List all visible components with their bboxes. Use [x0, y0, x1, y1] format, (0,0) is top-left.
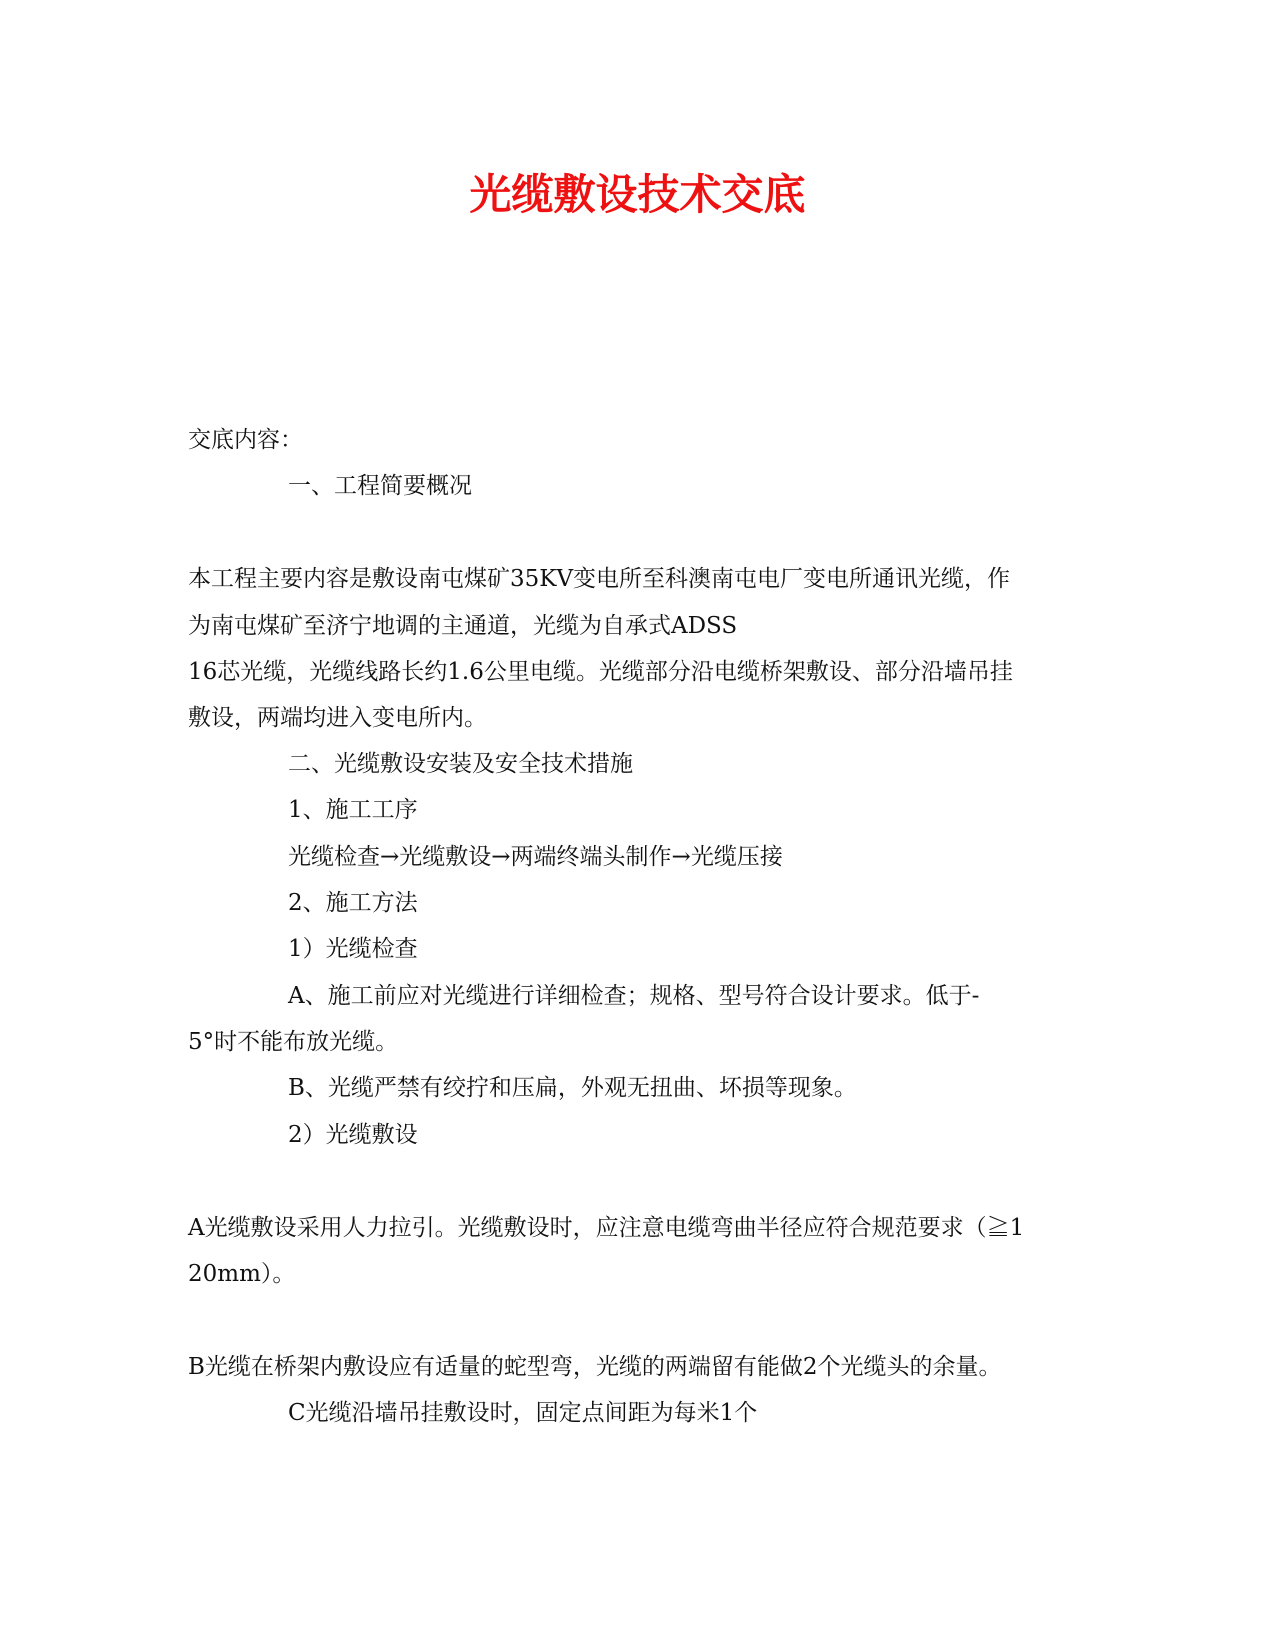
step1-flow: 光缆检查→光缆敷设→两端终端头制作→光缆压接: [288, 844, 783, 870]
sub2-item-b: B光缆在桥架内敷设应有适量的蛇型弯，光缆的两端留有能做2个光缆头的余量。: [188, 1354, 1002, 1380]
sub2-item-a-line-1: A光缆敷设采用人力拉引。光缆敷设时，应注意电缆弯曲半径应符合规范要求（≧1: [188, 1215, 1025, 1241]
sub2-heading: 2）光缆敷设: [288, 1122, 418, 1148]
section1-heading: 一、工程简要概况: [288, 473, 472, 499]
sub2-item-c: C光缆沿墙吊挂敷设时，固定点间距为每米1个: [288, 1400, 758, 1426]
intro-label: 交底内容：: [188, 427, 303, 453]
sub1-item-a-line-1: A、施工前应对光缆进行详细检查；规格、型号符合设计要求。低于-: [288, 983, 980, 1009]
overview-line-4: 敷设，两端均进入变电所内。: [188, 705, 487, 731]
sub1-item-a-line-2: 5°时不能布放光缆。: [188, 1029, 399, 1055]
overview-line-1: 本工程主要内容是敷设南屯煤矿35KV变电所至科澳南屯电厂变电所通讯光缆，作: [188, 566, 1011, 592]
section2-heading: 二、光缆敷设安装及安全技术措施: [288, 751, 633, 777]
document-title: 光缆敷设技术交底: [469, 170, 806, 219]
overview-line-3: 16芯光缆，光缆线路长约1.6公里电缆。光缆部分沿电缆桥架敷设、部分沿墙吊挂: [188, 659, 1013, 685]
step1-heading: 1、施工工序: [288, 797, 418, 823]
overview-line-2: 为南屯煤矿至济宁地调的主通道，光缆为自承式ADSS: [188, 613, 738, 639]
step2-heading: 2、施工方法: [288, 890, 418, 916]
sub1-heading: 1）光缆检查: [288, 936, 418, 962]
sub1-item-b: B、光缆严禁有绞拧和压扁，外观无扭曲、坏损等现象。: [288, 1075, 857, 1101]
sub2-item-a-line-2: 20mm）。: [188, 1261, 296, 1287]
